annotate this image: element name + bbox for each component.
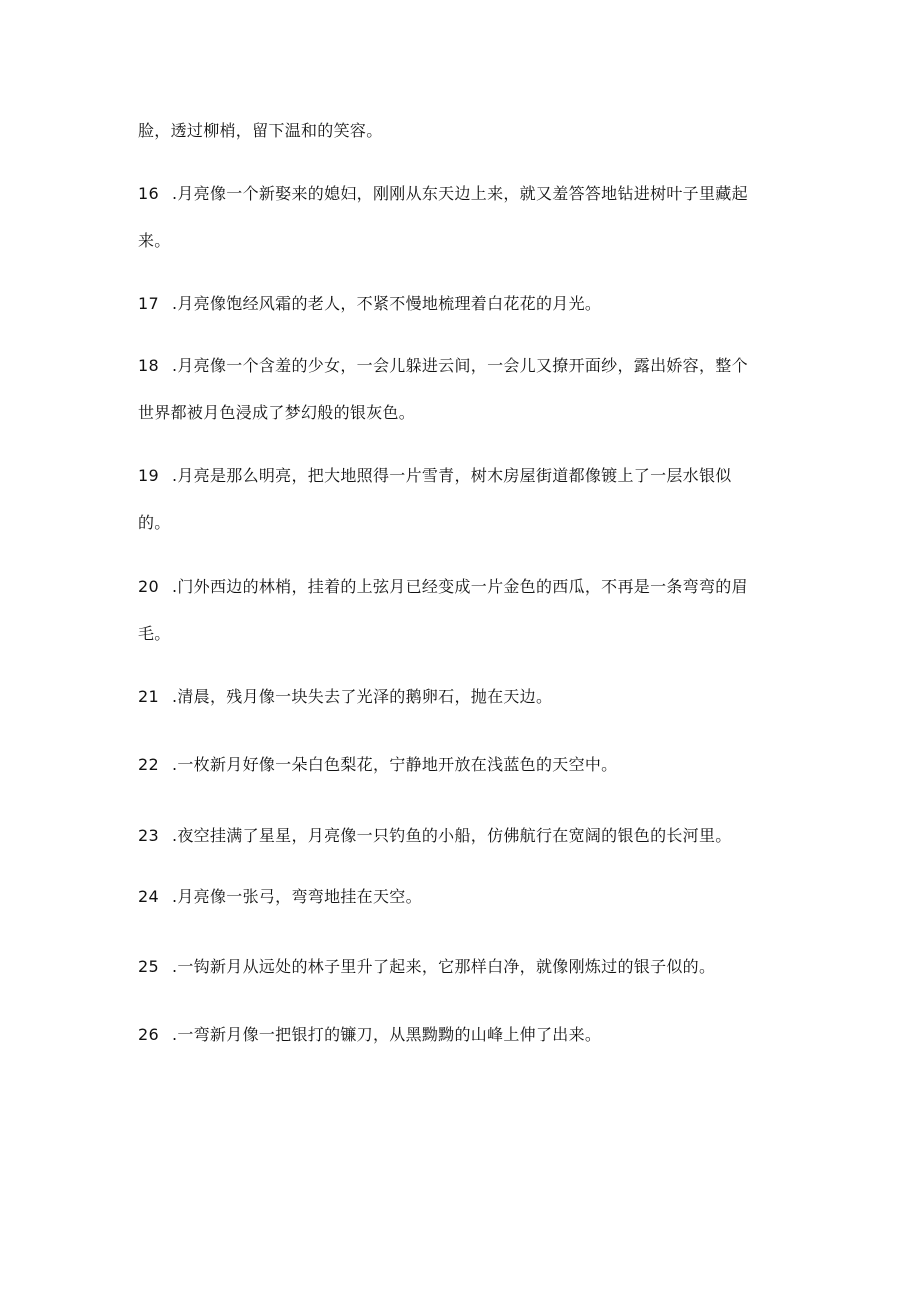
line-text: 脸，透过柳梢，留下温和的笑容。 xyxy=(138,121,383,140)
line-text: .一枚新月好像一朵白色梨花，宁静地开放在浅蓝色的天空中。 xyxy=(172,755,618,774)
item-number: 16 xyxy=(138,184,159,203)
line-text: .门外西边的林梢，挂着的上弦月已经变成一片金色的西瓜，不再是一条弯弯的眉 xyxy=(172,577,748,596)
line-text: .月亮像一张弓，弯弯地挂在天空。 xyxy=(172,887,422,906)
item-number: 25 xyxy=(138,957,159,976)
line-text: 来。 xyxy=(138,231,171,250)
line-text: .月亮像一个含羞的少女，一会儿躲进云间，一会儿又撩开面纱，露出娇容，整个 xyxy=(172,356,748,375)
item-number: 20 xyxy=(138,577,159,596)
line-text: .月亮像一个新娶来的媳妇，刚刚从东天边上来，就又羞答答地钻进树叶子里藏起 xyxy=(172,184,748,203)
text-line xyxy=(138,121,383,141)
list-item-26 xyxy=(138,1025,601,1045)
item-number: 21 xyxy=(138,687,159,706)
list-item-20 xyxy=(138,577,748,597)
item-number: 26 xyxy=(138,1025,159,1044)
line-text: .一弯新月像一把银打的镰刀，从黑黝黝的山峰上伸了出来。 xyxy=(172,1025,602,1044)
line-text: .清晨，残月像一块失去了光泽的鹅卵石，抛在天边。 xyxy=(172,687,553,706)
list-item-25 xyxy=(138,957,715,977)
text-line xyxy=(138,513,171,533)
text-line xyxy=(138,403,415,423)
item-number: 18 xyxy=(138,356,159,375)
item-number: 22 xyxy=(138,755,159,774)
item-number: 23 xyxy=(138,826,159,845)
list-item-17 xyxy=(138,294,601,314)
list-item-23 xyxy=(138,826,732,846)
item-number: 19 xyxy=(138,466,159,485)
list-item-18 xyxy=(138,356,748,376)
item-number: 17 xyxy=(138,294,159,313)
text-line xyxy=(138,624,171,644)
list-item-16 xyxy=(138,184,748,204)
list-item-21 xyxy=(138,687,552,707)
line-text: 的。 xyxy=(138,513,171,532)
item-number: 24 xyxy=(138,887,159,906)
list-item-19 xyxy=(138,466,732,486)
list-item-24 xyxy=(138,887,422,907)
line-text: .夜空挂满了星星，月亮像一只钓鱼的小船，仿佛航行在宽阔的银色的长河里。 xyxy=(172,826,732,845)
line-text: .月亮像饱经风霜的老人，不紧不慢地梳理着白花花的月光。 xyxy=(172,294,602,313)
list-item-22 xyxy=(138,755,618,775)
text-line xyxy=(138,231,171,251)
line-text: 世界都被月色浸成了梦幻般的银灰色。 xyxy=(138,403,416,422)
line-text: .一钩新月从远处的林子里升了起来，它那样白净，就像刚炼过的银子似的。 xyxy=(172,957,716,976)
line-text: 毛。 xyxy=(138,624,171,643)
line-text: .月亮是那么明亮，把大地照得一片雪青，树木房屋街道都像镀上了一层水银似 xyxy=(172,466,732,485)
